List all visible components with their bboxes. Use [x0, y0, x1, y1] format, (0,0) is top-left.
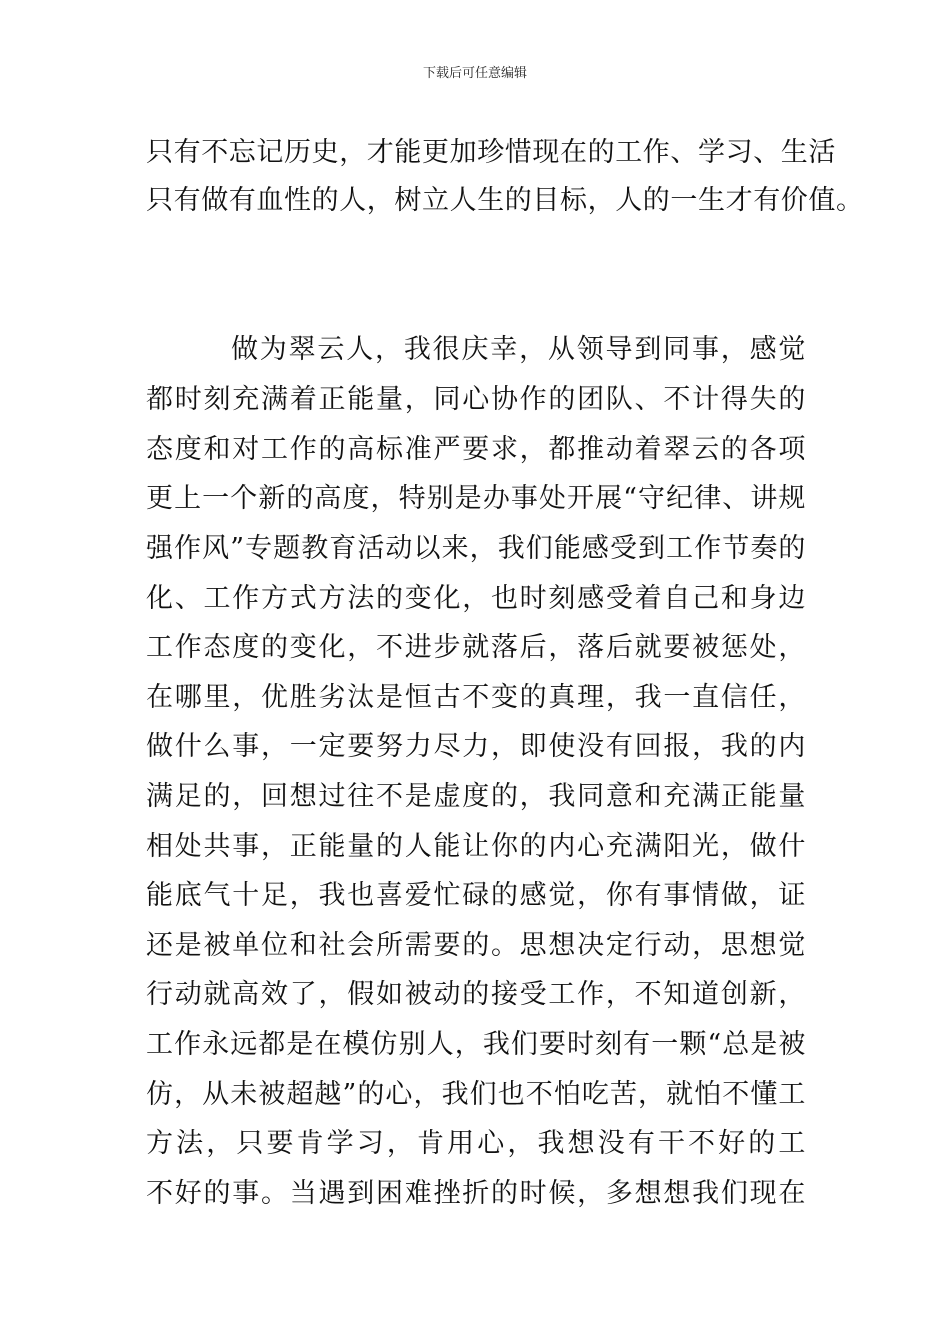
main-paragraph-line-2: 都时刻充满着正能量，同心协作的团队、不计得失的	[146, 384, 806, 415]
main-paragraph-line-18: 不好的事。当遇到困难挫折的时候，多想想我们现在	[146, 1178, 806, 1209]
main-paragraph-line-1: 做为翠云人，我很庆幸，从领导到同事，感觉	[231, 334, 806, 365]
main-paragraph-line-10: 满足的，回想过往不是虚度的，我同意和充满正能量	[146, 781, 806, 812]
main-paragraph-line-13: 还是被单位和社会所需要的。思想决定行动，思想觉	[146, 930, 806, 961]
main-paragraph-line-6: 化、工作方式方法的变化，也时刻感受着自己和身边	[146, 583, 806, 614]
main-paragraph-line-15: 工作永远都是在模仿别人，我们要时刻有一颗“总是被	[146, 1029, 806, 1060]
main-paragraph-line-3: 态度和对工作的高标准严要求，都推动着翠云的各项	[146, 434, 806, 465]
main-paragraph-line-14: 行动就高效了，假如被动的接受工作，不知道创新，	[146, 979, 806, 1010]
main-paragraph-line-8: 在哪里，优胜劣汰是恒古不变的真理，我一直信任，	[146, 682, 806, 713]
main-paragraph-line-7: 工作态度的变化，不进步就落后，落后就要被惩处，	[146, 632, 806, 663]
main-paragraph-line-4: 更上一个新的高度，特别是办事处开展“守纪律、讲规	[146, 483, 806, 514]
main-paragraph-line-12: 能底气十足，我也喜爱忙碌的感觉，你有事情做，证	[146, 880, 806, 911]
top-paragraph-line-1: 只有不忘记历史，才能更加珍惜现在的工作、学习、生活	[146, 137, 836, 168]
page-header-note: 下载后可任意编辑	[422, 66, 527, 81]
main-paragraph-line-11: 相处共事，正能量的人能让你的内心充满阳光，做什	[146, 831, 806, 862]
top-paragraph-line-2: 只有做有血性的人，树立人生的目标，人的一生才有价值。	[146, 185, 864, 216]
main-paragraph-line-9: 做什么事，一定要努力尽力，即使没有回报，我的内	[146, 731, 806, 762]
main-paragraph-line-16: 仿，从未被超越”的心，我们也不怕吃苦，就怕不懂工	[146, 1079, 806, 1110]
main-paragraph-line-17: 方法，只要肯学习，肯用心，我想没有干不好的工	[146, 1128, 806, 1159]
main-paragraph-line-5: 强作风”专题教育活动以来，我们能感受到工作节奏的	[146, 533, 806, 564]
